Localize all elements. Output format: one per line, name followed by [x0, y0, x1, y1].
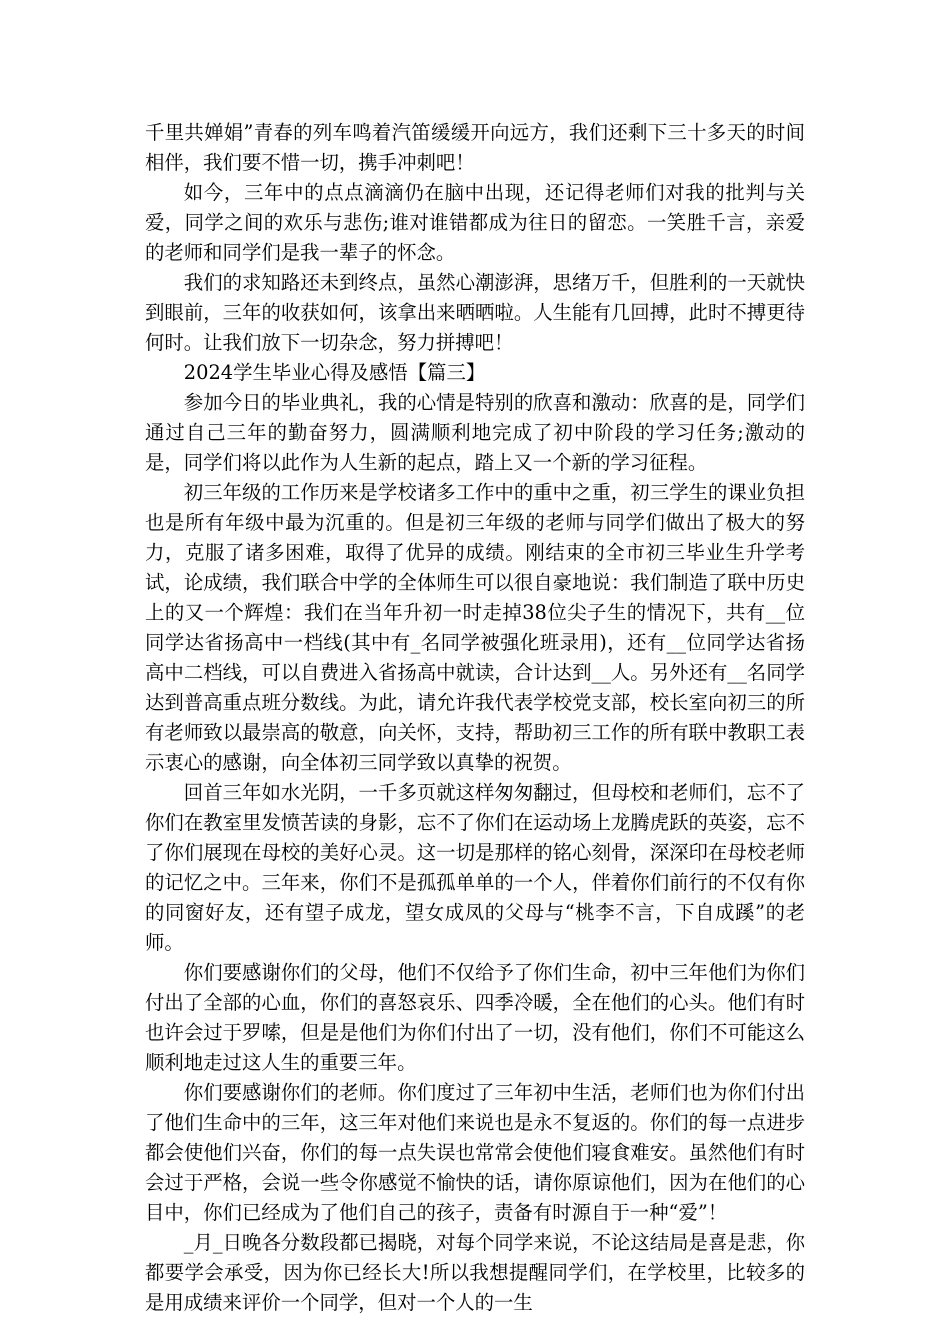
document-page: [145, 118, 805, 1318]
section-heading: 2024学生毕业心得及感悟【篇三】: [183, 361, 486, 384]
paragraph: 你们要感谢你们的父母，他们不仅给予了你们生命，初中三年他们为你们付出了全部的心血，你们的喜怒哀乐、四季冷暖，全在他们的心头。他们有时也许会过于罗嗦，但是是他们为你们付出了一切，没有他们，你们不可能这么顺利地走过这人生的重要三年。: [145, 961, 805, 1074]
paragraph-continuation: 千里共婵娟”青春的列车鸣着汽笛缓缓开向远方，我们还剩下三十多天的时间相伴，我们要不惜一切，携手冲刺吧！: [145, 121, 805, 174]
paragraph: 如今，三年中的点点滴滴仍在脑中出现，还记得老师们对我的批判与关爱，同学之间的欢乐与悲伤;谁对谁错都成为往日的留恋。一笑胜千言，亲爱的老师和同学们是我一辈子的怀念。: [145, 181, 805, 264]
paragraph: 回首三年如水光阴，一千多页就这样匆匆翻过，但母校和老师们，忘不了你们在教室里发愤苦读的身影，忘不了你们在运动场上龙腾虎跃的英姿，忘不了你们展现在母校的美好心灵。这一切是那样的铭心刻骨，深深印在母校老师的记忆之中。三年来，你们不是孤孤单单的一个人，伴着你们前行的不仅有你的同窗好友，还有望子成龙，望女成凤的父母与“桃李不言，下自成蹊”的老师。: [145, 781, 805, 954]
paragraph: 你们要感谢你们的老师。你们度过了三年初中生活，老师们也为你们付出了他们生命中的三年，这三年对他们来说也是永不复返的。你们的每一点进步都会使他们兴奋，你们的每一点失误也常常会使他们寝食难安。虽然他们有时会过于严格，会说一些令你感觉不愉快的话，请你原谅他们，因为在他们的心目中，你们已经成为了他们自己的孩子，责备有时源自于一种“爱”！: [145, 1081, 805, 1224]
paragraph: 参加今日的毕业典礼，我的心情是特别的欣喜和激动：欣喜的是，同学们通过自己三年的勤奋努力，圆满顺利地完成了初中阶段的学习任务;激动的是，同学们将以此作为人生新的起点，踏上又一个新的学习征程。: [145, 391, 805, 474]
paragraph: 初三年级的工作历来是学校诸多工作中的重中之重，初三学生的课业负担也是所有年级中最为沉重的。但是初三年级的老师与同学们做出了极大的努力，克服了诸多困难，取得了优异的成绩。刚结束的全市初三毕业生升学考试，论成绩，我们联合中学的全体师生可以很自豪地说：我们制造了联中历史上的又一个辉煌：我们在当年升初一时走掉38位尖子生的情况下，共有__位同学达省扬高中一档线(其中有_名同学被强化班录用)，还有__位同学达省扬高中二档线，可以自费进入省扬高中就读，合计达到__人。另外还有__名同学达到普高重点班分数线。为此，请允许我代表学校党支部，校长室向初三的所有老师致以最崇高的敬意，向关怀，支持，帮助初三工作的所有联中教职工表示衷心的感谢，向全体初三同学致以真挚的祝贺。: [145, 481, 805, 774]
paragraph: _月_日晚各分数段都已揭晓，对每个同学来说，不论这结局是喜是悲，你都要学会承受，因为你已经长大!所以我想提醒同学们，在学校里，比较多的是用成绩来评价一个同学，但对一个人的一生: [145, 1231, 805, 1314]
paragraph: 我们的求知路还未到终点，虽然心潮澎湃，思绪万千，但胜利的一天就快到眼前，三年的收获如何，该拿出来晒晒啦。人生能有几回搏，此时不搏更待何时。让我们放下一切杂念，努力拼搏吧！: [145, 271, 805, 354]
